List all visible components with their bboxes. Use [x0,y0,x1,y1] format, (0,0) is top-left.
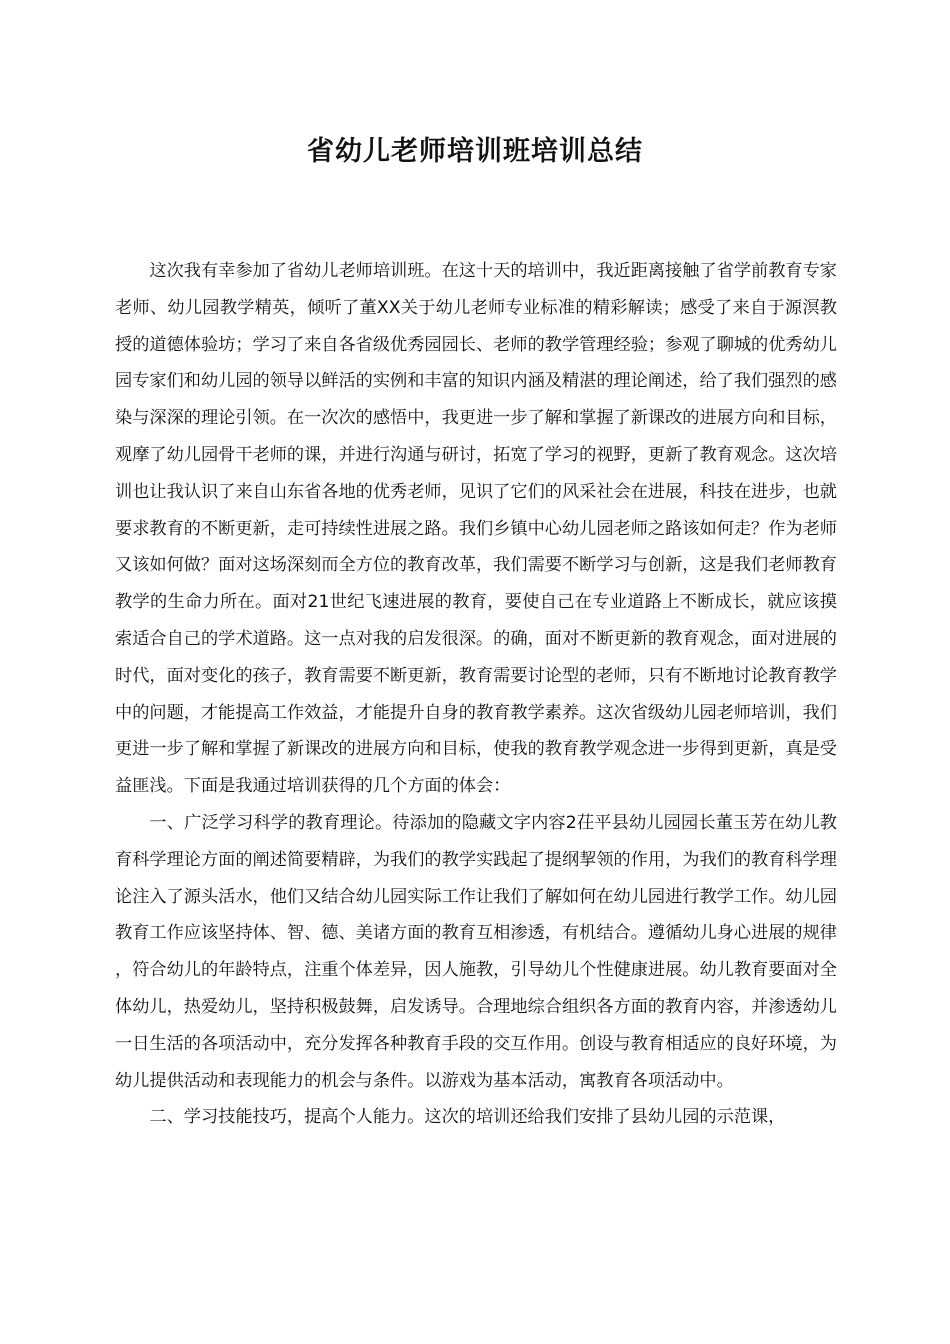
document-body [115,253,837,1136]
document-title: 省幼儿老师培训班培训总结 [307,136,643,167]
paragraph-section-2: 二、学习技能技巧，提高个人能力。这次的培训还给我们安排了县幼儿园的示范课， [149,1107,786,1128]
paragraph-section-1: 一、广泛学习科学的教育理论。待添加的隐藏文字内容2茌平县幼儿园园长董玉芳在幼儿教育科学理论方面的阐述简要精辟，为我们的教学实践起了提纲挈领的作用，为我们的教育科学理论注入了源头活水，他们又结合幼儿园实际工作让我们了解如何在幼儿园进行教学工作。幼儿园教育工作应该坚持体、智、德、美诸方面的教育互相渗透，有机结合。遵循幼儿身心进展的规律，符合幼儿的年龄特点，注重个体差异，因人施教，引导幼儿个性健康进展。幼儿教育要面对全体幼儿，热爱幼儿，坚持积极鼓舞，启发诱导。合理地综合组织各方面的教育内容，并渗透幼儿一日生活的各项活动中，充分发挥各种教育手段的交互作用。创设与教育相适应的良好环境，为幼儿提供活动和表现能力的机会与条件。以游戏为基本活动，寓教育各项活动中。 [115,812,837,1091]
paragraph-intro: 这次我有幸参加了省幼儿老师培训班。在这十天的培训中，我近距离接触了省学前教育专家老师、幼儿园教学精英，倾听了董XX关于幼儿老师专业标准的精彩解读；感受了来自于源溟教授的道德体验坊；学习了来自各省级优秀园园长、老师的教学管理经验；参观了聊城的优秀幼儿园专家们和幼儿园的领导以鲜活的实例和丰富的知识内涵及精湛的理论阐述，给了我们强烈的感染与深深的理论引领。在一次次的感悟中，我更进一步了解和掌握了新课改的进展方向和目标，观摩了幼儿园骨干老师的课，并进行沟通与研讨，拓宽了学习的视野，更新了教育观念。这次培训也让我认识了来自山东省各地的优秀老师，见识了它们的风采社会在进展，科技在进步，也就要求教育的不断更新，走可持续性进展之路。我们乡镇中心幼儿园老师之路该如何走？作为老师又该如何做？面对这场深刻而全方位的教育改革，我们需要不断学习与创新，这是我们老师教育教学的生命力所在。面对21世纪飞速进展的教育，要使自己在专业道路上不断成长，就应该摸索适合自己的学术道路。这一点对我的启发很深。的确，面对不断更新的教育观念，面对进展的时代，面对变化的孩子，教育需要不断更新，教育需要讨论型的老师，只有不断地讨论教育教学中的问题，才能提高工作效益，才能提升自身的教育教学素养。这次省级幼儿园老师培训，我们更进一步了解和掌握了新课改的进展方向和目标，使我的教育教学观念进一步得到更新，真是受益匪浅。下面是我通过培训获得的几个方面的体会： [115,261,837,797]
